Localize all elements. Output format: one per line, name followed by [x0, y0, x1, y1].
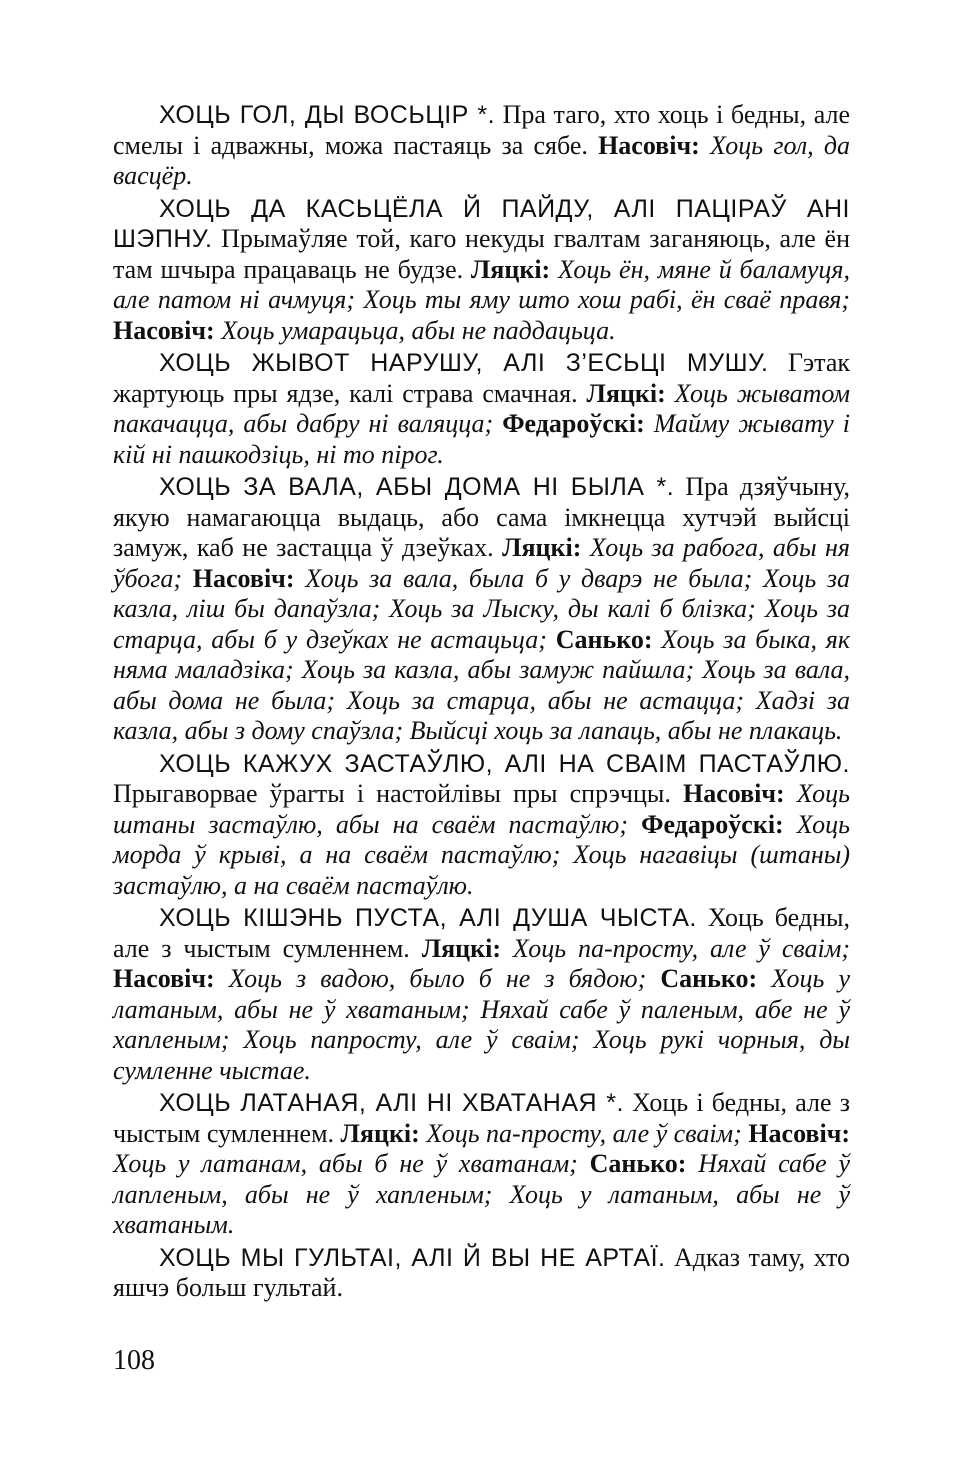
source-name: Санько: — [589, 1149, 687, 1178]
entry-heading: ХОЦЬ МЫ ГУЛЬТАІ, АЛІ Й ВЫ НЕ АРТАЇ. — [159, 1243, 666, 1272]
quote-text: Хоць за рабога, абы ня ўбога; — [113, 533, 850, 593]
quote-text: Хоць за вала, была б у дварэ не была; Хоць за казла, ліш бы дапаўзла; Хоць за Лыску, ды калі б блізка; Хоць за старца, абы б у дзеўках не астацьца; — [113, 563, 851, 654]
entry-description: Хоць бедны, але з чыстым сумленнем. — [113, 903, 850, 963]
entry — [113, 749, 850, 902]
source-name: Ляцкі: — [502, 533, 582, 562]
entry-description: Хоць і бедны, але з чыстым сумленнем. — [113, 1088, 850, 1148]
quote-text: Хоць у латаным, абы не ў хватаным; Няхай сабе ў паленым, абе не ў хапленым; Хоць папросту, але ў сваім; Хоць рукі чорныя, ды сумленне чыстае. — [113, 964, 850, 1085]
entry — [113, 348, 850, 470]
page-number: 108 — [113, 1345, 155, 1376]
entry-heading: ХОЦЬ КАЖУХ ЗАСТАЎЛЮ, АЛІ НА СВАІМ ПАСТАЎЛЮ. — [159, 749, 850, 778]
source-name: Насовіч: — [113, 964, 215, 993]
quote-text: Хоць па-просту, але ў сваім; — [419, 1118, 749, 1148]
entry — [113, 194, 850, 347]
source-name: Насовіч: — [113, 315, 215, 345]
page-body — [113, 100, 850, 1306]
source-name: Санько: — [555, 624, 653, 654]
source-name: Насовіч: — [598, 130, 700, 160]
entry-description: Адказ таму, хто яшчэ больш гультай. — [113, 1242, 850, 1302]
entry — [113, 100, 850, 192]
entry — [113, 472, 850, 747]
quote-text: Няхай сабе ў лапленым, абы не ў хапленым; Хоць у латаным, абы не ў хватаным. — [113, 1149, 850, 1239]
entry-heading: ХОЦЬ ЛАТАНАЯ, АЛІ НІ ХВАТАНАЯ *. — [159, 1089, 624, 1117]
source-name: Ляцкі: — [421, 933, 501, 963]
source-name: Насовіч: — [748, 1118, 851, 1148]
entry-description: Прыгаворвае ўparты і настойлівы пры спрэчцы. — [113, 779, 683, 808]
quote-text: Хоць умарацьца, абы не паддацьца. — [214, 315, 616, 345]
quote-text: Хоць за быка, як няма маладзіка; Хоць за казла, абы замуж пайшла; Хоць за вала, абы дома не была; Хоць за старца, абы не астацца; Хадзі за казла, абы з дому спаўзла; Выйсці хоць за лапаць, абы не плакаць. — [113, 624, 850, 745]
source-name: Ляцкі: — [470, 254, 551, 284]
source-name: Ляцкі: — [586, 378, 666, 408]
source-name: Насовіч: — [192, 563, 295, 593]
quote-text: Хоць з вадою, было б не з бядою; — [214, 964, 661, 993]
source-name: Насовіч: — [682, 779, 785, 808]
quote-text: Хоць па-просту, але ў сваім; — [501, 933, 850, 963]
entry — [113, 1088, 850, 1241]
entry-heading: ХОЦЬ ГОЛ, ДЫ ВОСЬЦІР *. — [159, 101, 496, 129]
entry-description: Пра дзяўчыну, якую намагаюцца выдаць, або сама імкнецца хутчэй выйсці замуж, каб не застацца ў дзеўках. — [113, 472, 850, 562]
quote-text: Хоць морда ў крыві, а на сваём пастаўлю; Хоць нагавіцы (штаны) застаўлю, а на сваём пастаўлю. — [113, 809, 850, 900]
quote-text: Хоць ён, мяне й баламуця, але патом ні ачмуця; Хоць ты яму што хош рабі, ён сваё правя; — [113, 254, 850, 314]
entry-heading: ХОЦЬ ЗА ВАЛА, АБЫ ДОМА НІ БЫЛА *. — [159, 473, 675, 501]
source-name: Ляцкі: — [340, 1118, 420, 1148]
quote-text: Хоць штаны застаўлю, абы на сваём пастаўлю; — [113, 779, 850, 839]
entry-heading: ХОЦЬ ЖЫВОТ НАРУШУ, АЛІ З’ЕСЬЦІ МУШУ. — [159, 349, 769, 377]
entry-heading: ХОЦЬ КІШЭНЬ ПУСТА, АЛІ ДУША ЧЫСТА. — [159, 904, 697, 932]
source-name: Федароўскі: — [641, 809, 784, 839]
quote-text: Хоць у латанам, абы б не ў хватанам; — [113, 1149, 590, 1178]
entry — [113, 1243, 850, 1304]
entry — [113, 903, 850, 1086]
quote-text: Майму жывату і кій ні пашкодзіць, ні то пірог. — [113, 409, 851, 469]
entry-heading: ХОЦЬ ДА КАСЬЦЁЛА Й ПАЙДУ, АЛІ ПАЦІРАЎ АНІ ШЭПНУ. — [113, 194, 850, 253]
quote-text: Хоць жыватом пакачацца, абы дабру ні валяцца; — [113, 378, 850, 438]
source-name: Федароўскі: — [502, 409, 645, 438]
entry-description: Гэтак жартуюць пры ядзе, калі страва смачная. — [113, 348, 850, 408]
entry-description: Прымаўляе той, каго некуды гвалтам заганяюць, але ён там шчыра працаваць не будзе. — [113, 224, 850, 284]
entry-description: Пра таго, хто хоць і бедны, але смелы і адважны, можа пастаяць за сябе. — [113, 100, 850, 160]
quote-text: Хоць гол, да васцёр. — [113, 130, 850, 190]
source-name: Санько: — [660, 964, 758, 993]
